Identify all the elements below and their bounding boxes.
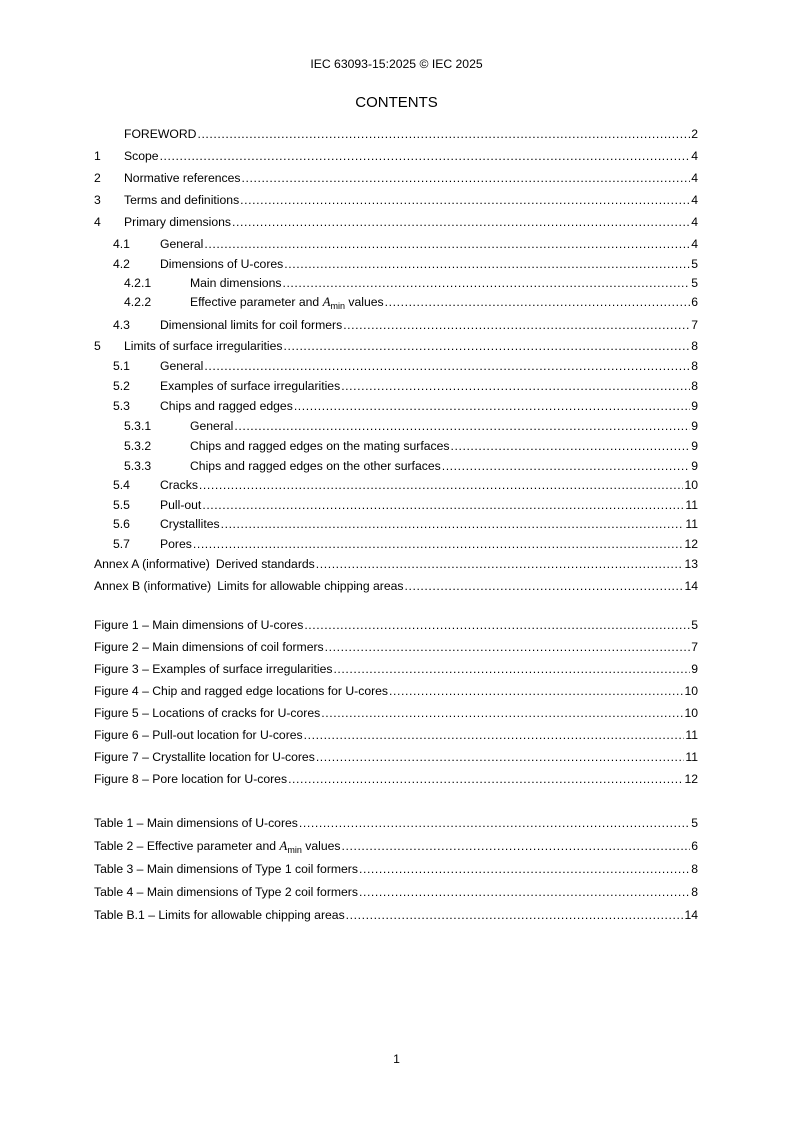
- dot-leader: [316, 750, 685, 764]
- page-reference: 10: [684, 684, 698, 698]
- page-reference: 9: [691, 398, 698, 413]
- dot-leader: [288, 772, 683, 786]
- page-reference: 4: [691, 237, 698, 251]
- entry-title: Figure 6 – Pull-out location for U-cores: [94, 728, 303, 742]
- page-reference: 5: [691, 816, 698, 830]
- section-number: 5.1: [113, 359, 130, 373]
- toc-entry[interactable]: [94, 295, 698, 318]
- section-number: 2: [94, 171, 101, 185]
- toc-entry[interactable]: [94, 885, 698, 908]
- annex-label: Annex B (informative): [94, 578, 212, 593]
- page-title: CONTENTS: [355, 94, 438, 111]
- page-reference: 9: [691, 662, 698, 676]
- toc-entry[interactable]: [94, 478, 698, 498]
- toc-figures: [94, 618, 698, 794]
- page-reference: 8: [691, 379, 698, 393]
- dot-leader: [234, 419, 690, 433]
- toc-entry[interactable]: [94, 318, 698, 339]
- section-number: 5.7: [113, 536, 130, 551]
- entry-title: Figure 5 – Locations of cracks for U-cores: [94, 706, 321, 720]
- toc-entry[interactable]: [94, 149, 698, 171]
- toc-entry[interactable]: [94, 839, 698, 862]
- page-reference: 2: [691, 127, 698, 141]
- entry-title: Terms and definitions: [124, 193, 240, 207]
- section-number: 5.3.1: [124, 418, 152, 433]
- page-reference: 9: [691, 458, 698, 473]
- page-reference: 9: [691, 438, 698, 453]
- toc-entry[interactable]: [94, 439, 698, 459]
- toc-entry[interactable]: [94, 618, 698, 640]
- toc-entry[interactable]: [94, 193, 698, 215]
- toc-entry[interactable]: [94, 816, 698, 839]
- document-header: IEC 63093-15:2025 © IEC 2025: [310, 57, 483, 71]
- section-number: 5.3.2: [124, 438, 152, 453]
- page-reference: 5: [691, 618, 698, 632]
- dot-leader: [342, 839, 691, 853]
- toc-entry[interactable]: [94, 728, 698, 750]
- dot-leader: [204, 237, 690, 251]
- section-number: 5.2: [113, 379, 130, 393]
- page-reference: 14: [684, 578, 698, 593]
- toc-entry[interactable]: [94, 399, 698, 419]
- section-number: 4: [94, 215, 101, 229]
- toc-entry[interactable]: [94, 772, 698, 794]
- toc-entry[interactable]: [94, 517, 698, 537]
- page-reference: 4: [691, 149, 698, 163]
- toc-contents: [94, 127, 698, 601]
- dot-leader: [284, 257, 690, 271]
- page-reference: 8: [691, 885, 698, 899]
- entry-title: Pores: [160, 536, 192, 551]
- dot-leader: [451, 439, 691, 453]
- entry-title: General: [160, 359, 204, 373]
- page-reference: 9: [691, 418, 698, 433]
- page-reference: 10: [684, 478, 698, 492]
- entry-title: Pull-out: [160, 497, 202, 512]
- annex-label: Annex A (informative): [94, 556, 210, 571]
- page-reference: 4: [691, 215, 698, 229]
- section-number: 4.2: [113, 257, 130, 271]
- toc-entry[interactable]: [94, 257, 698, 276]
- entry-title: FOREWORD: [124, 127, 197, 141]
- dot-leader: [202, 498, 684, 512]
- dot-leader: [304, 728, 685, 742]
- dot-leader: [294, 399, 690, 413]
- entry-title: Primary dimensions: [124, 215, 232, 229]
- entry-title: Figure 2 – Main dimensions of coil formers: [94, 640, 324, 654]
- toc-tables: [94, 816, 698, 931]
- entry-title: Chips and ragged edges on the other surfaces: [190, 458, 441, 473]
- entry-title: Dimensional limits for coil formers: [160, 318, 343, 332]
- toc-entry[interactable]: [94, 862, 698, 885]
- dot-leader: [197, 127, 690, 141]
- toc-entry[interactable]: [94, 339, 698, 360]
- dot-leader: [299, 816, 690, 830]
- section-number: 3: [94, 193, 101, 207]
- page-reference: 14: [684, 908, 698, 922]
- entry-title: Figure 4 – Chip and ragged edge locations for U-cores: [94, 684, 389, 698]
- entry-title: Chips and ragged edges: [160, 398, 293, 413]
- page-reference: 7: [691, 640, 698, 654]
- page-reference: 11: [685, 517, 698, 531]
- toc-entry[interactable]: [94, 684, 698, 706]
- entry-title: General: [190, 418, 234, 433]
- dot-leader: [343, 318, 690, 332]
- dot-leader: [346, 908, 684, 922]
- entry-title: Table 1 – Main dimensions of U-cores: [94, 816, 298, 830]
- entry-title: Table 2 – Effective parameter and $A_{min}$ values: [94, 838, 341, 855]
- dot-leader: [333, 662, 690, 676]
- toc-entry[interactable]: [94, 908, 698, 931]
- entry-title: Table 3 – Main dimensions of Type 1 coil formers: [94, 862, 358, 876]
- page-reference: 8: [691, 862, 698, 876]
- toc-entry[interactable]: [94, 237, 698, 257]
- page-reference: 4: [691, 193, 698, 207]
- toc-entry[interactable]: [94, 359, 698, 379]
- dot-leader: [325, 640, 691, 654]
- math-symbol: A: [322, 294, 331, 309]
- entry-title: Chips and ragged edges on the mating surfaces: [190, 438, 450, 453]
- dot-leader: [359, 885, 690, 899]
- dot-leader: [389, 684, 683, 698]
- page-reference: 13: [684, 556, 698, 571]
- section-number: 4.3: [113, 318, 130, 332]
- dot-leader: [282, 276, 690, 290]
- page-reference: 4: [691, 171, 698, 185]
- entry-title: Limits for allowable chipping areas: [217, 578, 404, 593]
- entry-title: Crystallites: [160, 517, 220, 531]
- entry-title: Figure 7 – Crystallite location for U-cores: [94, 750, 315, 764]
- entry-title: Examples of surface irregularities: [160, 379, 341, 393]
- dot-leader: [359, 862, 690, 876]
- entry-title: Figure 3 – Examples of surface irregularities: [94, 662, 333, 676]
- dot-leader: [316, 557, 684, 571]
- toc-entry[interactable]: [94, 171, 698, 193]
- entry-title: Main dimensions: [190, 275, 282, 290]
- entry-title: Table 4 – Main dimensions of Type 2 coil formers: [94, 885, 358, 899]
- entry-title: Figure 1 – Main dimensions of U-cores: [94, 618, 304, 632]
- toc-entry[interactable]: [94, 379, 698, 399]
- entry-title: Figure 8 – Pore location for U-cores: [94, 772, 288, 786]
- dot-leader: [321, 706, 683, 720]
- page-reference: 11: [685, 497, 698, 512]
- dot-leader: [160, 149, 691, 163]
- math-subscript: min: [287, 845, 302, 855]
- page-reference: 5: [691, 257, 698, 271]
- page-reference: 8: [691, 359, 698, 373]
- entry-title: Derived standards: [215, 556, 315, 571]
- dot-leader: [199, 478, 684, 492]
- toc-annex-entry[interactable]: [94, 579, 698, 601]
- math-subscript: min: [330, 301, 346, 311]
- entry-title: Scope: [124, 149, 159, 163]
- toc-entry[interactable]: [94, 459, 698, 479]
- page-number: 1: [393, 1052, 400, 1066]
- dot-leader: [304, 618, 690, 632]
- page-reference: 6: [691, 295, 698, 309]
- toc-entry[interactable]: [94, 537, 698, 557]
- dot-leader: [193, 537, 684, 551]
- page-reference: 12: [684, 536, 698, 551]
- page-reference: 12: [684, 772, 698, 786]
- section-number: 1: [94, 149, 101, 163]
- dot-leader: [385, 295, 691, 309]
- section-number: 5.3.3: [124, 458, 152, 473]
- section-number: 5.5: [113, 497, 130, 512]
- section-number: 5.3: [113, 398, 130, 413]
- toc-entry[interactable]: [94, 127, 698, 149]
- section-number: 5.6: [113, 517, 130, 531]
- page-reference: 7: [691, 318, 698, 332]
- toc-entry[interactable]: [94, 419, 698, 439]
- entry-title: Table B.1 – Limits for allowable chipping areas: [94, 908, 345, 922]
- toc-entry[interactable]: [94, 215, 698, 237]
- dot-leader: [442, 459, 691, 473]
- toc-entry[interactable]: [94, 662, 698, 684]
- section-number: 4.2.1: [124, 275, 152, 290]
- dot-leader: [240, 193, 690, 207]
- dot-leader: [284, 339, 691, 353]
- section-number: 4.2.2: [124, 295, 152, 309]
- page-reference: 8: [691, 338, 698, 353]
- page-reference: 10: [684, 706, 698, 720]
- dot-leader: [204, 359, 690, 373]
- page-reference: 11: [685, 750, 698, 764]
- dot-leader: [404, 579, 683, 593]
- toc-entry[interactable]: [94, 750, 698, 772]
- section-number: 4.1: [113, 237, 130, 251]
- entry-title: Normative references: [124, 171, 241, 185]
- page-reference: 5: [691, 275, 698, 290]
- dot-leader: [232, 215, 690, 229]
- toc-entry[interactable]: [94, 640, 698, 662]
- section-number: 5.4: [113, 478, 130, 492]
- math-symbol: A: [279, 838, 288, 853]
- entry-title: Effective parameter and $A_{min}$ values: [190, 294, 384, 311]
- toc-entry[interactable]: [94, 706, 698, 728]
- toc-entry[interactable]: [94, 498, 698, 518]
- dot-leader: [341, 379, 690, 393]
- entry-title: General: [160, 237, 204, 251]
- entry-title: Dimensions of U-cores: [160, 257, 284, 271]
- entry-title: Cracks: [160, 478, 198, 492]
- toc-entry[interactable]: [94, 276, 698, 296]
- page-reference: 6: [691, 839, 698, 853]
- page-reference: 11: [685, 728, 698, 742]
- dot-leader: [242, 171, 691, 185]
- dot-leader: [221, 517, 685, 531]
- entry-title: Limits of surface irregularities: [124, 338, 283, 353]
- toc-annex-entry[interactable]: [94, 557, 698, 579]
- section-number: 5: [94, 338, 101, 353]
